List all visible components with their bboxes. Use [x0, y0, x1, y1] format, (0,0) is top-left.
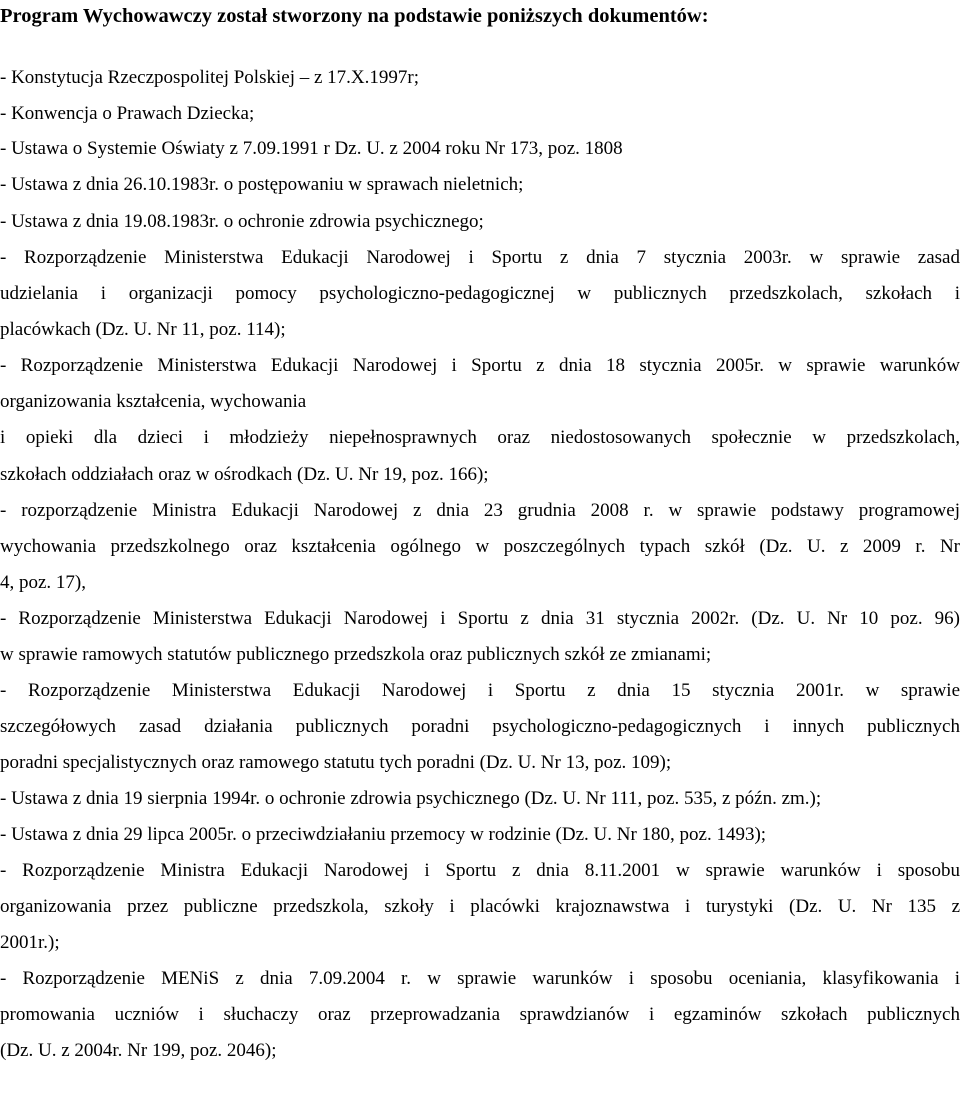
document-line-16: - Rozporządzenie Ministerstwa Edukacji Narodowej i Sportu z dnia 31 stycznia 2002r. (Dz. U. Nr 10 poz. 96): [0, 608, 960, 629]
document-line-18: - Rozporządzenie Ministerstwa Edukacji Narodowej i Sportu z dnia 15 stycznia 2001r. w sprawie: [0, 680, 960, 701]
document-line-10: organizowania kształcenia, wychowania: [0, 391, 307, 412]
document-heading: Program Wychowawczy został stworzony na podstawie poniższych dokumentów:: [0, 5, 709, 27]
document-line-23: - Rozporządzenie Ministra Edukacji Narodowej i Sportu z dnia 8.11.2001 w sprawie warunków i sposobu: [0, 860, 960, 881]
document-line-14: wychowania przedszkolnego oraz kształcenia ogólnego w poszczególnych typach szkół (Dz. U. z 2009 r. Nr: [0, 536, 960, 557]
document-line-2: - Konwencja o Prawach Dziecka;: [0, 103, 255, 124]
document-line-26: - Rozporządzenie MENiS z dnia 7.09.2004 r. w sprawie warunków i sposobu oceniania, klasyfikowania i: [0, 968, 960, 989]
document-line-25: 2001r.);: [0, 932, 60, 953]
document-line-22: - Ustawa z dnia 29 lipca 2005r. o przeciwdziałaniu przemocy w rodzinie (Dz. U. Nr 180, poz. 1493);: [0, 824, 767, 845]
document-line-12: szkołach oddziałach oraz w ośrodkach (Dz. U. Nr 19, poz. 166);: [0, 464, 489, 485]
document-line-17: w sprawie ramowych statutów publicznego przedszkola oraz publicznych szkół ze zmianami;: [0, 644, 712, 665]
document-line-9: - Rozporządzenie Ministerstwa Edukacji Narodowej i Sportu z dnia 18 stycznia 2005r. w sprawie warunków: [0, 355, 960, 376]
document-line-4: - Ustawa z dnia 26.10.1983r. o postępowaniu w sprawach nieletnich;: [0, 174, 524, 195]
document-line-6: - Rozporządzenie Ministerstwa Edukacji Narodowej i Sportu z dnia 7 stycznia 2003r. w sprawie zasad: [0, 247, 960, 268]
document-line-8: placówkach (Dz. U. Nr 11, poz. 114);: [0, 319, 286, 340]
document-line-24: organizowania przez publiczne przedszkola, szkoły i placówki krajoznawstwa i turystyki (Dz. U. Nr 135 z: [0, 896, 960, 917]
document-line-7: udzielania i organizacji pomocy psychologiczno-pedagogicznej w publicznych przedszkolach, szkołach i: [0, 283, 960, 304]
document-line-3: - Ustawa o Systemie Oświaty z 7.09.1991 r Dz. U. z 2004 roku Nr 173, poz. 1808: [0, 138, 623, 159]
document-line-11: i opieki dla dzieci i młodzieży niepełnosprawnych oraz niedostosowanych społecznie w przedszkolach,: [0, 427, 960, 448]
document-line-13: - rozporządzenie Ministra Edukacji Narodowej z dnia 23 grudnia 2008 r. w sprawie podstawy programowej: [0, 500, 960, 521]
document-line-1: - Konstytucja Rzeczpospolitej Polskiej – z 17.X.1997r;: [0, 67, 419, 88]
document-line-21: - Ustawa z dnia 19 sierpnia 1994r. o ochronie zdrowia psychicznego (Dz. U. Nr 111, poz. 535, z późn. zm.);: [0, 788, 822, 809]
document-line-20: poradni specjalistycznych oraz ramowego statutu tych poradni (Dz. U. Nr 13, poz. 109);: [0, 752, 672, 773]
document-line-27: promowania uczniów i słuchaczy oraz przeprowadzania sprawdzianów i egzaminów szkołach publicznych: [0, 1004, 960, 1025]
document-line-5: - Ustawa z dnia 19.08.1983r. o ochronie zdrowia psychicznego;: [0, 211, 484, 232]
document-line-28: (Dz. U. z 2004r. Nr 199, poz. 2046);: [0, 1040, 277, 1061]
document-line-19: szczegółowych zasad działania publicznych poradni psychologiczno-pedagogicznych i innych publicznych: [0, 716, 960, 737]
document-line-15: 4, poz. 17),: [0, 572, 87, 593]
